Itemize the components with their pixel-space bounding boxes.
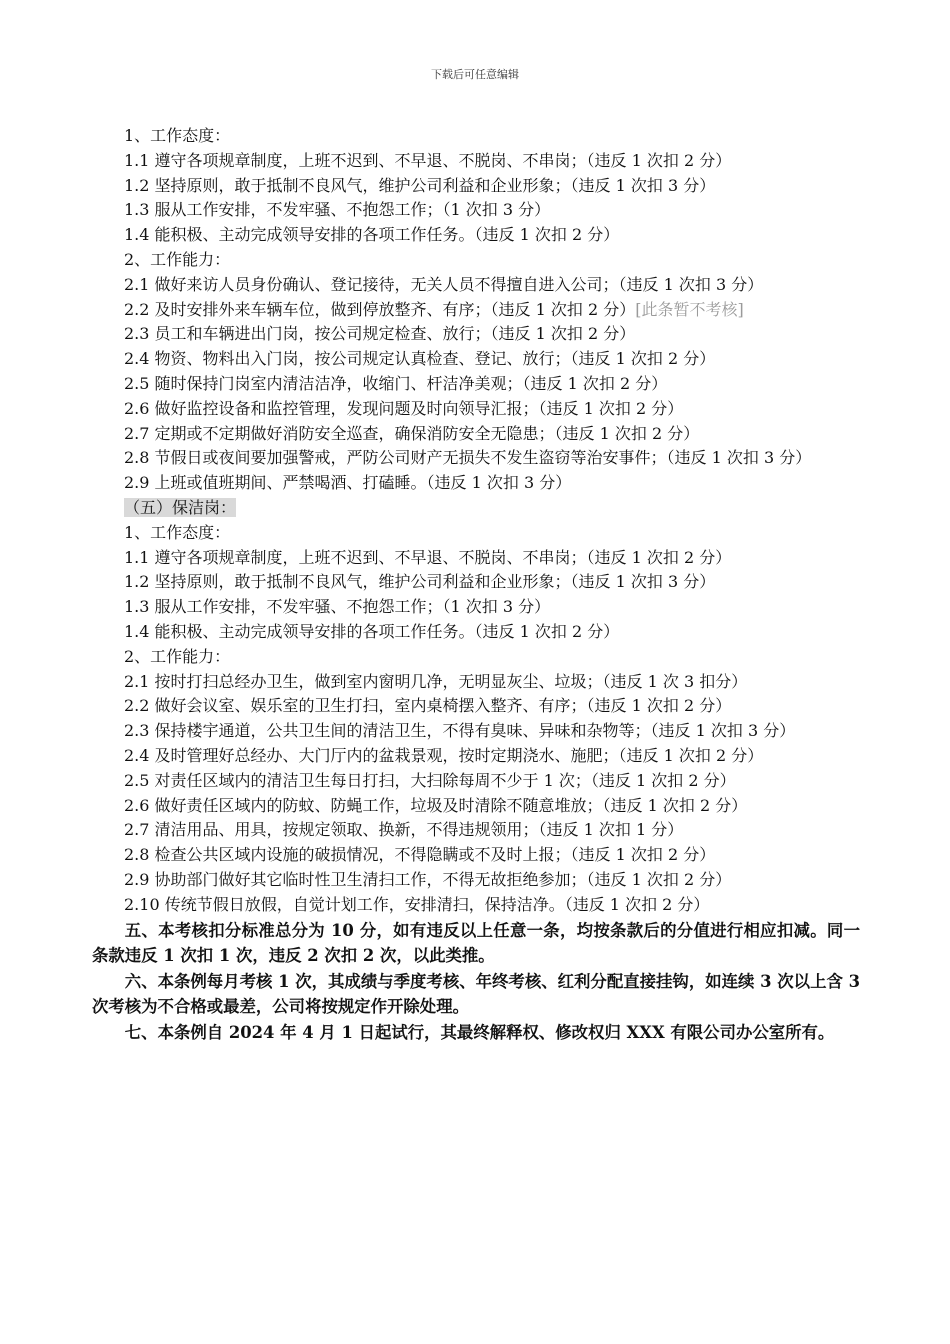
clause: 1.1 遵守各项规章制度，上班不迟到、不早退、不脱岗、不串岗；（违反 1 次扣 2 分） — [124, 150, 732, 170]
clause: 2.8 检查公共区域内设施的破损情况，不得隐瞒或不及时上报；（违反 1 次扣 2 分） — [124, 845, 716, 865]
clause: 2.7 清洁用品、用具，按规定领取、换新，不得违规领用；（违反 1 次扣 1 分） — [124, 820, 684, 840]
clause: 2.3 保持楼宇通道，公共卫生间的清洁卫生，不得有臭味、异味和杂物等；（违反 1 次扣 3 分） — [124, 721, 796, 741]
clause: 1.2 坚持原则，敢于抵制不良风气，维护公司利益和企业形象；（违反 1 次扣 3 分） — [124, 572, 716, 592]
clause: 2.2 及时安排外来车辆车位，做到停放整齐、有序；（违反 1 次扣 2 分）[此条暂不考核] — [124, 299, 744, 319]
clause: 1.1 遵守各项规章制度，上班不迟到、不早退、不脱岗、不串岗；（违反 1 次扣 2 分） — [124, 547, 732, 567]
clause-note: [此条暂不考核] — [635, 299, 744, 319]
clause: 2.4 及时管理好总经办、大门厅内的盆栽景观，按时定期浇水、施肥；（违反 1 次扣 2 分） — [124, 745, 764, 765]
clause: 2.5 随时保持门岗室内清洁洁净，收缩门、杆洁净美观；（违反 1 次扣 2 分） — [124, 373, 668, 393]
position-heading: （五）保洁岗： — [124, 497, 237, 517]
clause: 2.3 员工和车辆进出门岗，按公司规定检查、放行；（违反 1 次扣 2 分） — [124, 324, 636, 344]
clause: 2.9 协助部门做好其它临时性卫生清扫工作，不得无故拒绝参加；（违反 1 次扣 2 分） — [124, 869, 732, 889]
clause: 2.9 上班或值班期间、严禁喝酒、打磕睡。（违反 1 次扣 3 分） — [124, 473, 572, 493]
clause: 2.5 对责任区域内的清洁卫生每日打扫，大扫除每周不少于 1 次；（违反 1 次扣 2 分） — [124, 770, 736, 790]
clause: 2.1 按时打扫总经办卫生，做到室内窗明几净，无明显灰尘、垃圾；（违反 1 次 3 扣分） — [124, 671, 748, 691]
clause: 1.4 能积极、主动完成领导安排的各项工作任务。（违反 1 次扣 2 分） — [124, 225, 620, 245]
clause: 1.4 能积极、主动完成领导安排的各项工作任务。（违反 1 次扣 2 分） — [124, 621, 620, 641]
clause: 2.4 物资、物料出入门岗，按公司规定认真检查、登记、放行；（违反 1 次扣 2 分） — [124, 349, 716, 369]
clause: 1.3 服从工作安排，不发牢骚、不抱怨工作；（1 次扣 3 分） — [124, 200, 551, 220]
clause: 2.1 做好来访人员身份确认、登记接待，无关人员不得擅自进入公司；（违反 1 次扣 3 分） — [124, 274, 764, 294]
clause: 2.8 节假日或夜间要加强警戒，严防公司财产无损失不发生盗窃等治安事件；（违反 1 次扣 3 分） — [124, 448, 812, 468]
closing-article-5: 五、本考核扣分标准总分为 10 分，如有违反以上任意一条，均按条款后的分值进行相应扣减。同一条款违反 1 次扣 1 次，违反 2 次扣 2 次，以此类推。 — [92, 920, 860, 966]
clause: 2.2 做好会议室、娱乐室的卫生打扫，室内桌椅摆入整齐、有序；（违反 1 次扣 2 分） — [124, 696, 732, 716]
clause: 1.3 服从工作安排，不发牢骚、不抱怨工作；（1 次扣 3 分） — [124, 597, 551, 617]
document-body — [92, 124, 860, 1045]
section-heading: 2、工作能力： — [124, 249, 231, 269]
section-heading: 2、工作能力： — [124, 646, 231, 666]
clause: 2.6 做好监控设备和监控管理，发现问题及时向领导汇报；（违反 1 次扣 2 分） — [124, 398, 684, 418]
section-heading: 1、工作态度： — [124, 522, 231, 542]
closing-article-6: 六、本条例每月考核 1 次，其成绩与季度考核、年终考核、红利分配直接挂钩，如连续 3 次以上含 3 次考核为不合格或最差，公司将按规定作开除处理。 — [92, 971, 860, 1017]
section-heading: 1、工作态度： — [124, 126, 231, 145]
clause: 2.6 做好责任区域内的防蚊、防蝇工作，垃圾及时清除不随意堆放；（违反 1 次扣 2 分） — [124, 795, 748, 815]
clause: 2.7 定期或不定期做好消防安全巡查，确保消防安全无隐患；（违反 1 次扣 2 分） — [124, 423, 700, 443]
page-header-note: 下载后可任意编辑 — [431, 68, 519, 81]
clause: 2.10 传统节假日放假，自觉计划工作，安排清扫，保持洁净。（违反 1 次扣 2 分） — [124, 894, 710, 914]
clause: 1.2 坚持原则，敢于抵制不良风气，维护公司利益和企业形象；（违反 1 次扣 3 分） — [124, 175, 716, 195]
closing-article-7: 七、本条例自 2024 年 4 月 1 日起试行，其最终解释权、修改权归 XXX 有限公司办公室所有。 — [124, 1022, 835, 1042]
